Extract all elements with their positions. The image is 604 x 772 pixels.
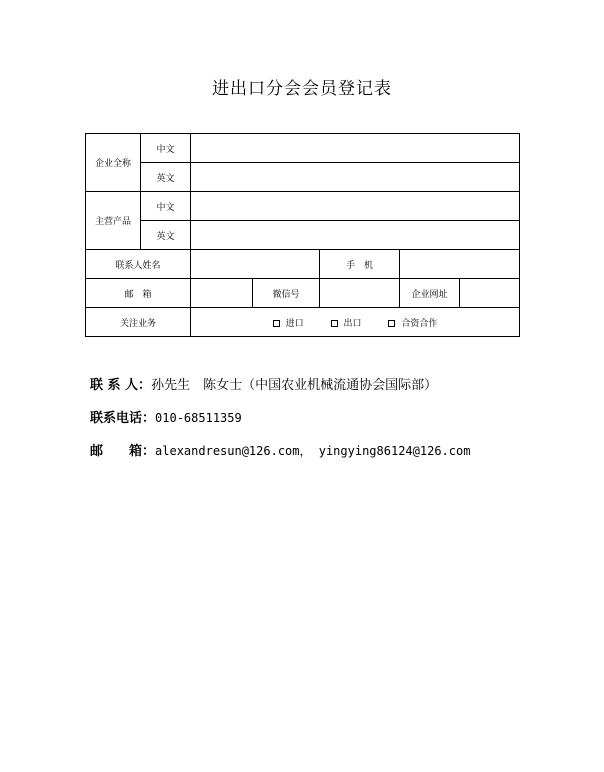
- email-label: 邮 箱: [86, 279, 191, 308]
- main-products-cn-input[interactable]: [191, 192, 520, 221]
- contact-person-label: 联 系 人：: [90, 378, 152, 393]
- company-name-en-label: 英文: [141, 163, 191, 192]
- wechat-input[interactable]: [320, 279, 400, 308]
- company-name-cn-label: 中文: [141, 134, 191, 163]
- contact-email-line: [90, 440, 470, 459]
- contact-name-input[interactable]: [191, 250, 320, 279]
- contact-phone-label: 联系电话：: [90, 411, 156, 426]
- company-name-cn-input[interactable]: [191, 134, 520, 163]
- registration-form: [85, 133, 520, 337]
- company-name-label: 企业全称: [86, 134, 141, 192]
- company-name-en-input[interactable]: [191, 163, 520, 192]
- main-products-en-input[interactable]: [191, 221, 520, 250]
- contact-name-label: 联系人姓名: [86, 250, 191, 279]
- business-options: [191, 308, 520, 337]
- contact-email-label: 邮 箱：: [90, 444, 156, 459]
- main-products-label: 主营产品: [86, 192, 141, 250]
- option-label: 进口: [285, 318, 304, 329]
- mobile-label: 手 机: [320, 250, 400, 279]
- wechat-label: 微信号: [253, 279, 320, 308]
- contact-person-value: 孙先生 陈女士（中国农业机械流通协会国际部）: [151, 378, 438, 393]
- contact-email-value: alexandresun@126.com， yingying86124@126.com: [155, 444, 471, 458]
- website-input[interactable]: [460, 279, 520, 308]
- main-products-en-label: 英文: [141, 221, 191, 250]
- option-joint-venture[interactable]: [388, 316, 437, 329]
- website-label: 企业网址: [400, 279, 460, 308]
- option-label: 合资合作: [401, 318, 438, 329]
- option-label: 出口: [343, 318, 362, 329]
- checkbox[interactable]: [331, 320, 338, 327]
- option-export[interactable]: [331, 316, 362, 329]
- mobile-input[interactable]: [400, 250, 520, 279]
- page-title: 进出口分会会员登记表: [212, 79, 392, 99]
- contact-person-line: [90, 374, 437, 393]
- email-input[interactable]: [191, 279, 253, 308]
- option-import[interactable]: [273, 316, 304, 329]
- business-label: 关注业务: [86, 308, 191, 337]
- checkbox[interactable]: [388, 320, 395, 327]
- contact-phone-line: [90, 407, 242, 426]
- checkbox[interactable]: [273, 320, 280, 327]
- main-products-cn-label: 中文: [141, 192, 191, 221]
- contact-phone-value: 010-68511359: [155, 411, 242, 425]
